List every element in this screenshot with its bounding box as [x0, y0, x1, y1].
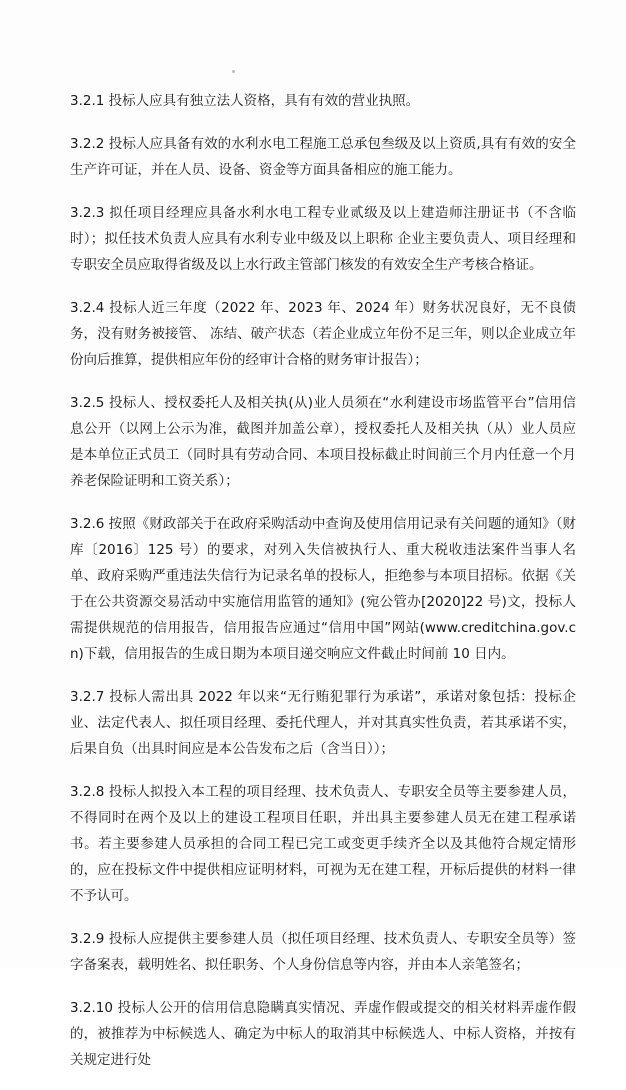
clause-3-2-4: 3.2.4 投标人近三年度（2022 年、2023 年、2024 年）财务状况良好，无不良债务，没有财务被接管、 冻结、破产状态（若企业成立年份不足三年，则以企业成立年份向后推算，提供相应年份的经审计合格的财务审计报告）； [70, 300, 576, 368]
clause-3-2-6: 3.2.6 按照《财政部关于在政府采购活动中查询及使用信用记录有关问题的通知》（财库〔2016〕125 号）的要求，对列入失信被执行人、重大税收违法案件当事人名单、政府采购严重违法失信行为记录名单的投标人，拒绝参与本项目招标。依据《关于在公共资源交易活动中实施信用监管的通知》(宛公管办[2020]22 号)文，投标人需提供规范的信用报告，信用报告应通过“信用中国”网站(www.creditchina.gov.cn)下载，信用报告的生成日期为本项目递交响应文件截止时间前 10 日内。 [70, 516, 576, 662]
clause-3-2-7: 3.2.7 投标人需出具 2022 年以来“无行贿犯罪行为承诺”，承诺对象包括：投标企业、法定代表人、拟任项目经理、委托代理人，并对其真实性负责，若其承诺不实，后果自负（出具时间应是本公告发布之后（含当日））； [70, 689, 576, 757]
clause-3-2-10: 3.2.10 投标人公开的信用信息隐瞒真实情况、弄虚作假或提交的相关材料弄虚作假的，被推荐为中标候选人、确定为中标人的取消其中标候选人、中标人资格，并按有关规定进行处 [70, 1000, 576, 1068]
scan-speck [232, 70, 235, 73]
clause-3-2-1: 3.2.1 投标人应具有独立法人资格，具有有效的营业执照。 [70, 93, 420, 109]
document-body [70, 88, 576, 1090]
clause-3-2-8: 3.2.8 投标人拟投入本工程的项目经理、技术负责人、专职安全员等主要参建人员，不得同时在两个及以上的建设工程项目任职，并出具主要参建人员无在建工程承诺书。若主要参建人员承担的合同工程已完工或变更手续齐全以及其他符合规定情形的，应在投标文件中提供相应证明材料，可视为无在建工程，开标后提供的材料一律不予认可。 [70, 784, 576, 904]
clause-3-2-2: 3.2.2 投标人应具备有效的水利水电工程施工总承包叁级及以上资质,具有有效的安全生产许可证，并在人员、设备、资金等方面具备相应的施工能力。 [70, 136, 576, 178]
clause-3-2-5: 3.2.5 投标人、授权委托人及相关执(从)业人员须在“水利建设市场监管平台”信用信息公开（以网上公示为准，截图并加盖公章），授权委托人及相关执（从）业人员应是本单位正式员工（同时具有劳动合同、本项目投标截止时间前三个月内任意一个月养老保险证明和工资关系）； [70, 395, 576, 489]
clause-3-2-9: 3.2.9 投标人应提供主要参建人员（拟任项目经理、技术负责人、专职安全员等）签字备案表，载明姓名、拟任职务、个人身份信息等内容，并由本人亲笔签名； [70, 931, 576, 973]
clause-3-2-3: 3.2.3 拟任项目经理应具备水利水电工程专业贰级及以上建造师注册证书（不含临时）；拟任技术负责人应具有水利专业中级及以上职称 企业主要负责人、项目经理和专职安全员应取得省级及以上水行政主管部门核发的有效安全生产考核合格证。 [70, 205, 576, 273]
